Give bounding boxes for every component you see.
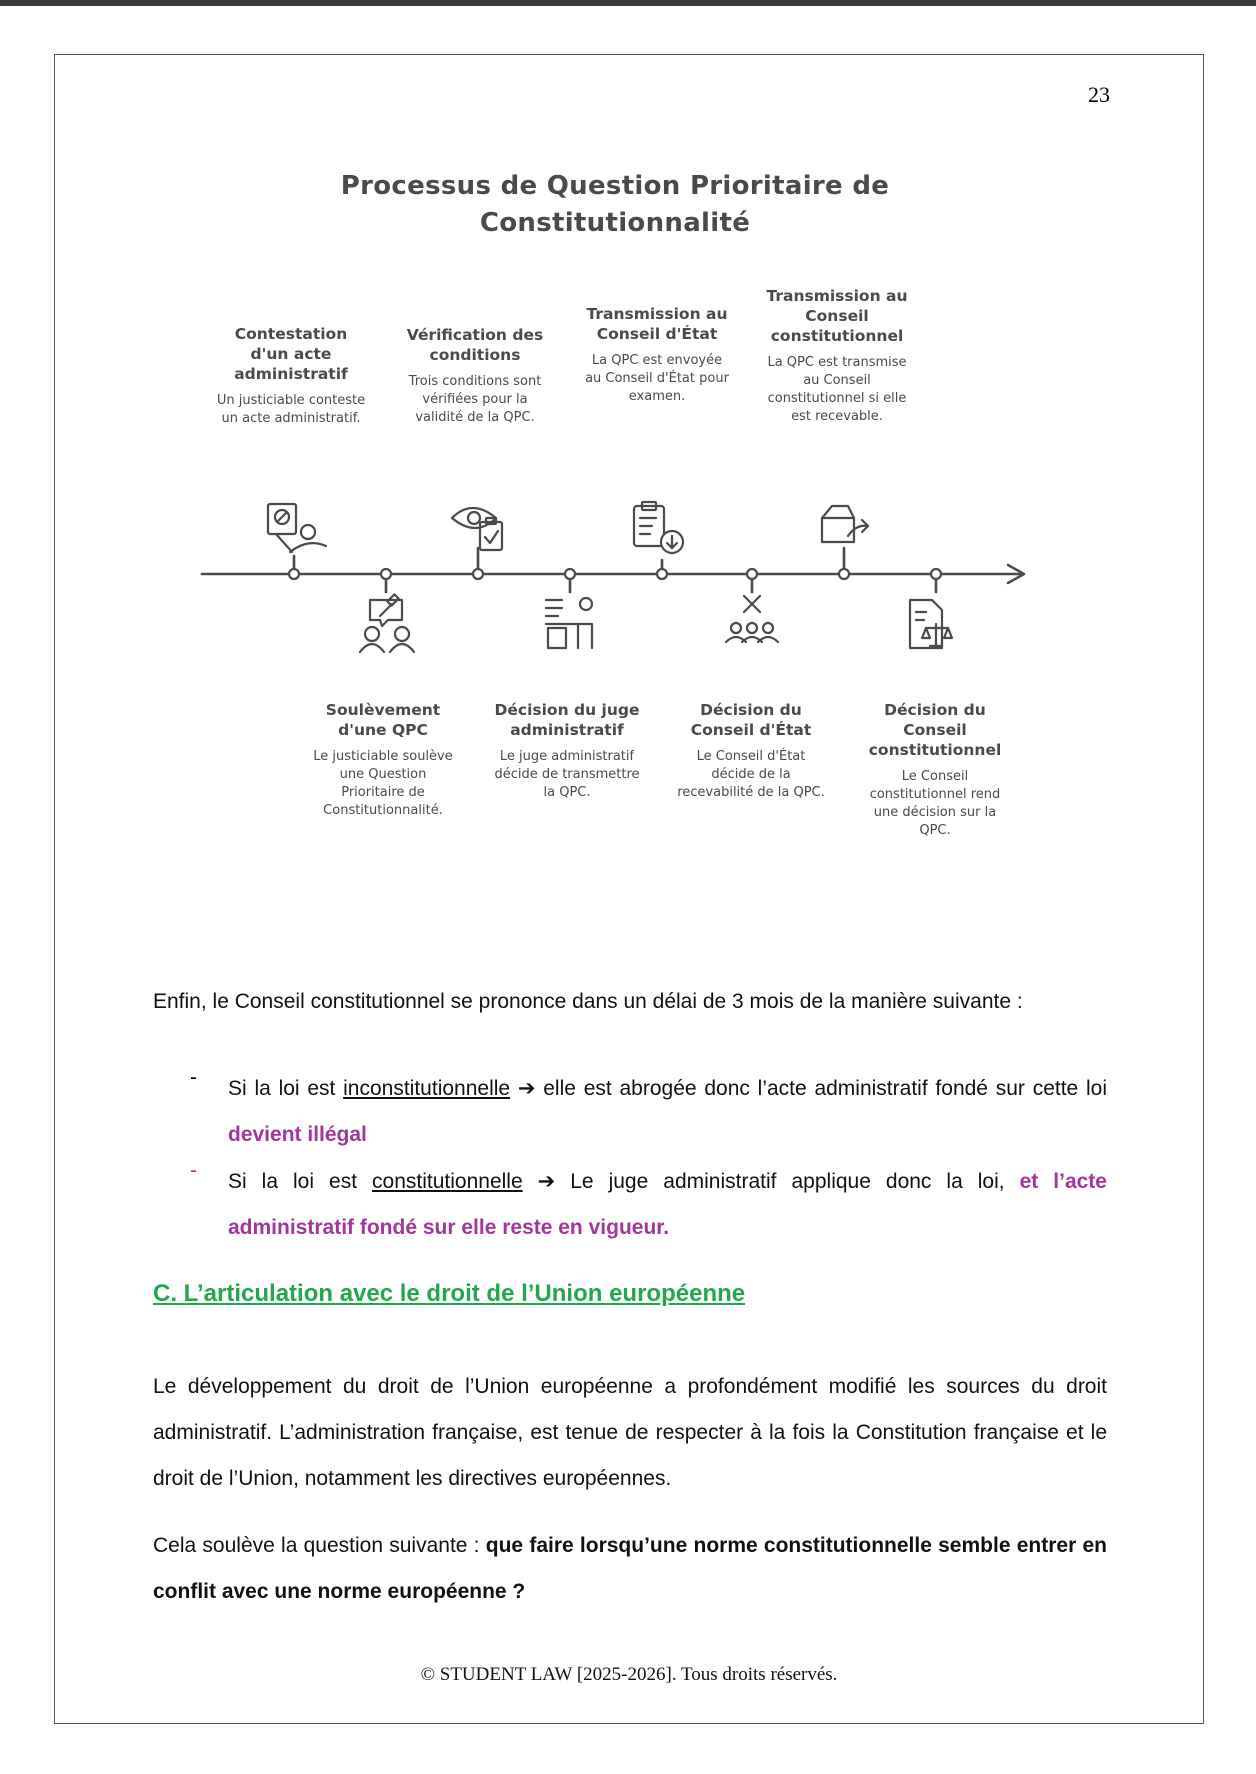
- timeline-node: [289, 569, 299, 579]
- step-title: Transmission au Conseil constitutionnel: [766, 287, 908, 345]
- step-title: Transmission au Conseil d'État: [586, 305, 728, 343]
- highlight-devient-illegal: devient illégal: [228, 1123, 367, 1146]
- question-prefix: Cela soulève la question suivante :: [153, 1534, 486, 1557]
- bullet-item-2: [228, 1159, 1107, 1251]
- diagram-title-line1: Processus de Question Prioritaire de: [340, 171, 890, 201]
- group-decision-icon: [726, 596, 778, 642]
- timeline-node: [747, 569, 757, 579]
- step-description: Le juge administratif décide de transmettre la QPC.: [494, 749, 640, 800]
- step-description: Le Conseil d'État décide de la recevabilité de la QPC.: [677, 749, 825, 800]
- timeline-node: [839, 569, 849, 579]
- keyword-constitutionnelle: constitutionnelle: [372, 1170, 523, 1193]
- step-title: Vérification des conditions: [406, 326, 544, 364]
- document-person-icon: [268, 504, 326, 552]
- step-title: Décision du Conseil constitutionnel: [868, 701, 1002, 759]
- timeline-node: [931, 569, 941, 579]
- timeline-node: [473, 569, 483, 579]
- step-title: Contestation d'un acte administratif: [234, 325, 348, 383]
- timeline-node: [381, 569, 391, 579]
- highlight-reste-en-vigueur: et l’acte administratif fondé sur elle reste en vigueur.: [228, 1170, 1107, 1239]
- step-title: Soulèvement d'une QPC: [325, 701, 441, 739]
- arrow-icon: ➔: [510, 1077, 544, 1100]
- keyword-inconstitutionnelle: inconstitutionnelle: [343, 1077, 511, 1100]
- step-description: Le Conseil constitutionnel rend une décision sur la QPC.: [869, 769, 1001, 838]
- step-description: Le justiciable soulève une Question Prioritaire de Constitutionnalité.: [313, 749, 453, 818]
- diagram-title-line2: Constitutionnalité: [479, 208, 751, 238]
- step-title: Décision du Conseil d'État: [690, 701, 812, 739]
- clipboard-download-icon: [634, 502, 683, 553]
- page-number: 23: [1088, 82, 1110, 107]
- step-description: La QPC est transmise au Conseil constitutionnel si elle est recevable.: [767, 355, 907, 424]
- question-bold: que faire lorsqu’une norme constitutionnelle semble entrer en conflit avec une norme européenne ?: [153, 1534, 1107, 1603]
- arrow-icon: ➔: [522, 1170, 571, 1193]
- intro-paragraph: Enfin, le Conseil constitutionnel se prononce dans un délai de 3 mois de la manière suivante :: [153, 990, 1023, 1013]
- bullet-text: elle est abrogée donc l’acte administratif fondé sur cette loi: [543, 1077, 1108, 1100]
- step-description: Trois conditions sont vérifiées pour la validité de la QPC.: [408, 374, 542, 425]
- step-title: Décision du juge administratif: [494, 701, 640, 739]
- people-gavel-icon: [360, 594, 414, 652]
- scales-document-icon: [910, 600, 952, 648]
- bullet-text: Le juge administratif applique donc la loi,: [570, 1170, 1020, 1193]
- bullet-dash-2: -: [190, 1159, 197, 1182]
- paragraph-union-europeenne: Le développement du droit de l’Union européenne a profondément modifié les sources du droit administratif. L’administration française, est tenue de respecter à la fois la Constitution française et le droit de l’Union, notamment les directives européennes.: [153, 1375, 1107, 1490]
- bullet-prefix: Si la loi est: [228, 1170, 373, 1193]
- bullet-prefix: Si la loi est: [228, 1077, 344, 1100]
- bullet-dash-1: -: [190, 1066, 197, 1089]
- step-description: La QPC est envoyée au Conseil d'État pour examen.: [585, 353, 729, 404]
- footer-copyright: © STUDENT LAW [2025-2026]. Tous droits réservés.: [420, 1664, 838, 1685]
- section-heading[interactable]: C. L’articulation avec le droit de l’Union européenne: [153, 1280, 746, 1307]
- bullet-item-1: [228, 1066, 1107, 1158]
- step-description: Un justiciable conteste un acte administratif.: [216, 393, 366, 426]
- timeline-node: [657, 569, 667, 579]
- timeline-node: [565, 569, 575, 579]
- box-arrow-icon: [822, 506, 868, 542]
- judge-desk-icon: [546, 598, 592, 648]
- eye-clipboard-icon: [452, 508, 502, 550]
- paragraph-question: [153, 1523, 1107, 1615]
